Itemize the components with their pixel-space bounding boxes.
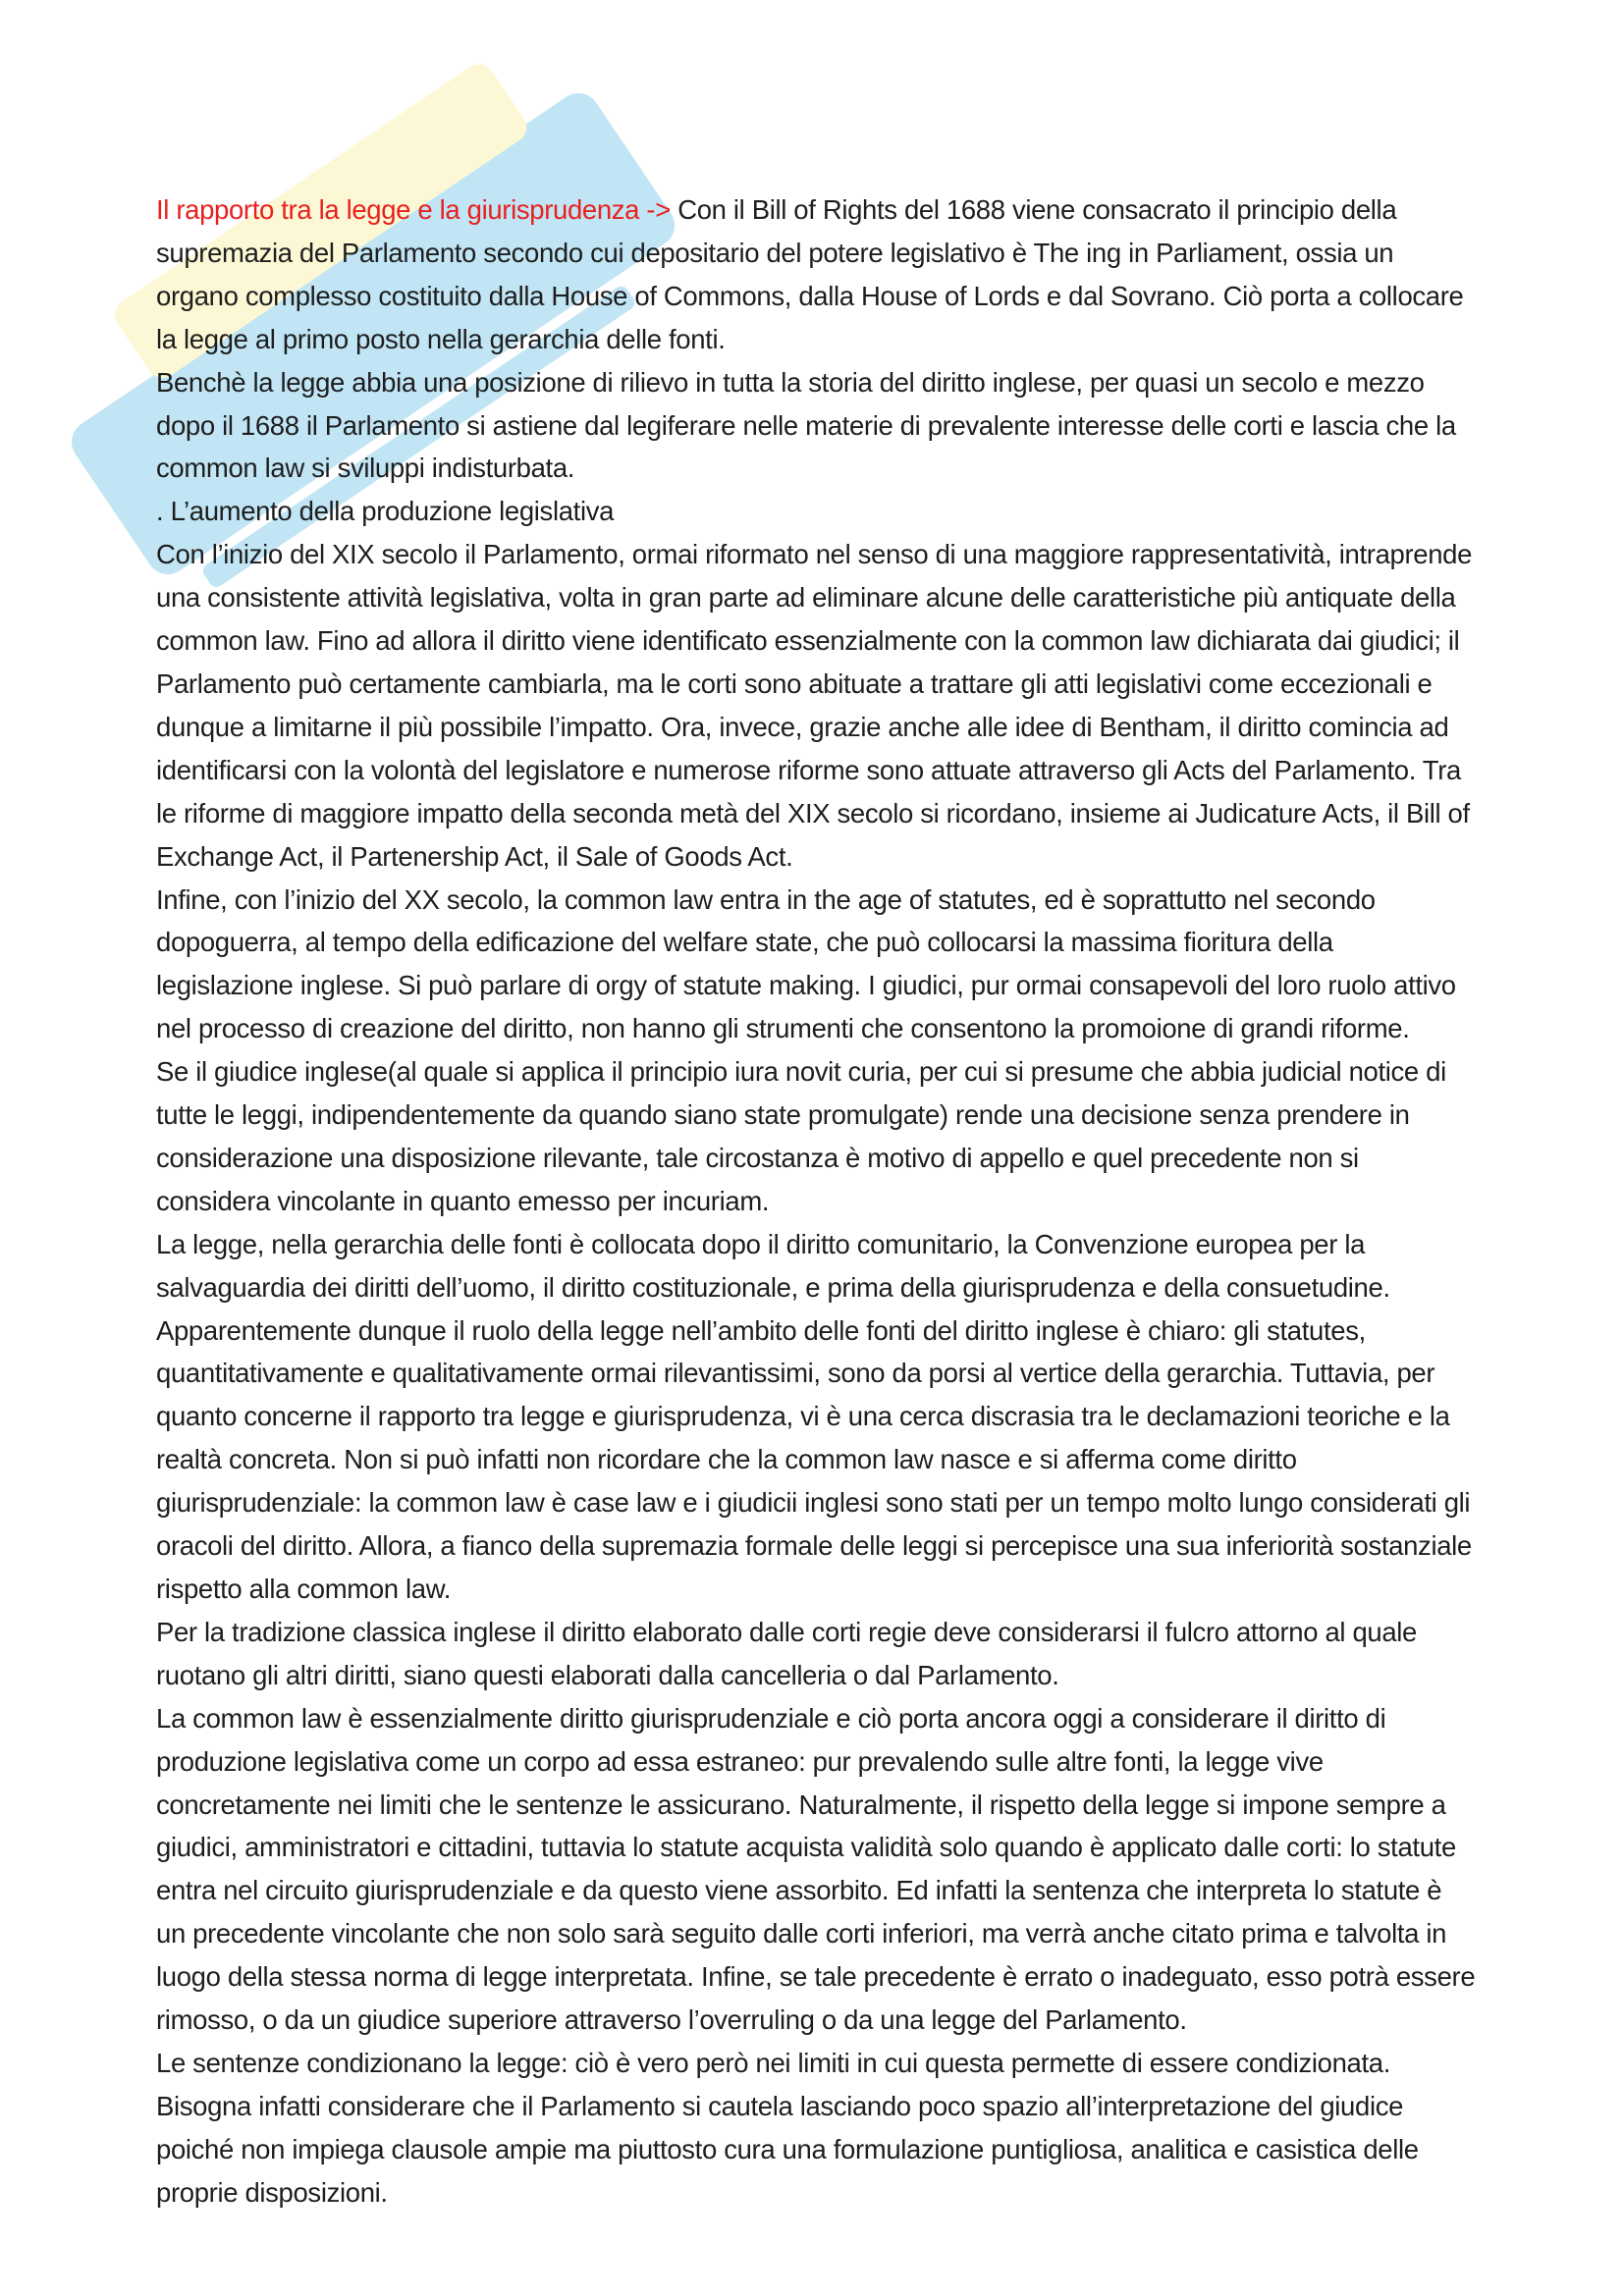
paragraph: Le sentenze condizionano la legge: ciò è vero però nei limiti in cui questa permette di essere condizionata. Bisogna infatti considerare che il Parlamento si cautela lasciando poco spazio all’interpretazione del giudice poiché non impiega clausole ampie ma piuttosto cura una formulazione puntigliosa, analitica e casistica delle proprie disposizioni. — [156, 2047, 1419, 2208]
paragraph: Infine, con l’inizio del XX secolo, la common law entra in the age of statutes, ed è soprattutto nel secondo dopoguerra, al tempo della edificazione del welfare state, che può collocarsi la massima fioritura della legislazione inglese. Si può parlare di orgy of statute making. I giudici, pur ormai consapevoli del loro ruolo attivo nel processo di creazione del diritto, non hanno gli strumenti che consentono la promoione di grandi riforme. — [156, 883, 1456, 1044]
intro-paragraph — [156, 188, 1477, 361]
document-body — [156, 188, 1477, 2215]
paragraph: Apparentemente dunque il ruolo della legge nell’ambito delle fonti del diritto inglese è chiaro: gli statutes, quantitativamente e qualitativamente ormai rilevantissimi, sono da porsi al vertice della gerarchia. Tuttavia, per quanto concerne il rapporto tra legge e giurisprudenza, vi è una cerca discrasia tra le declamazioni teoriche e la realtà concreta. Non si può infatti non ricordare che la common law nasce e si afferma come diritto giurisprudenziale: la common law è case law e i giudicii inglesi sono stati per un tempo molto lungo considerati gli oracoli del diritto. Allora, a fianco della supremazia formale delle leggi si percepisce una sua inferiorità sostanziale rispetto alla common law. — [156, 1314, 1472, 1604]
paragraph: Benchè la legge abbia una posizione di rilievo in tutta la storia del diritto inglese, per quasi un secolo e mezzo dopo il 1688 il Parlamento si astiene dal legiferare nelle materie di prevalente interesse delle corti e lascia che la common law si sviluppi indisturbata. — [156, 366, 1456, 484]
paragraph: La legge, nella gerarchia delle fonti è collocata dopo il diritto comunitario, la Convenzione europea per la salvaguardia dei diritti dell’uomo, il diritto costituzionale, e prima della giurisprudenza e della consuetudine. — [156, 1228, 1390, 1303]
paragraph: Se il giudice inglese(al quale si applica il principio iura novit curia, per cui si presume che abbia judicial notice di tutte le leggi, indipendentemente da quando siano state promulgate) rende una decisione senza prendere in considerazione una disposizione rilevante, tale circostanza è motivo di appello e quel precedente non si considera vincolante in quanto emesso per incuriam. — [156, 1056, 1446, 1216]
paragraph: La common law è essenzialmente diritto giurisprudenziale e ciò porta ancora oggi a considerare il diritto di produzione legislativa come un corpo ad essa estraneo: pur prevalendo sulle altre fonti, la legge vive concretamente nei limiti che le sentenze le assicurano. Naturalmente, il rispetto della legge si impone sempre a giudici, amministratori e cittadini, tuttavia lo statute acquista validità solo quando è applicato dalle corti: lo statute entra nel circuito giurisprudenziale e da questo viene assorbito. Ed infatti la sentenza che interpreta lo statute è un precedente vincolante che non solo sarà seguito dalle corti inferiori, ma verrà anche citato prima e talvolta in luogo della stessa norma di legge interpretata. Infine, se tale precedente è errato o inadeguato, esso potrà essere rimosso, o da un giudice superiore attraverso l’overruling o da una legge del Parlamento. — [156, 1702, 1476, 2036]
section-heading-lead: Il rapporto tra la legge e la giurisprudenza -> — [156, 194, 671, 225]
paragraph: Per la tradizione classica inglese il diritto elaborato dalle corti regie deve considerarsi il fulcro attorno al quale ruotano gli altri diritti, siano questi elaborati dalla cancelleria o dal Parlamento. — [156, 1616, 1417, 1690]
intro-text: Con il Bill of Rights del 1688 viene consacrato il principio della supremazia del Parlamento secondo cui depositario del potere legislativo è The ing in Parliament, ossia un organo complesso costituito dalla House of Commons, dalla House of Lords e dal Sovrano. Ciò porta a collocare la legge al primo posto nella gerarchia delle fonti. — [156, 194, 1464, 354]
paragraph: Con l’inizio del XIX secolo il Parlamento, ormai riformato nel senso di una maggiore rappresentatività, intraprende una consistente attività legislativa, volta in gran parte ad eliminare alcune delle caratteristiche più antiquate della common law. Fino ad allora il diritto viene identificato essenzialmente con la common law dichiarata dai giudici; il Parlamento può certamente cambiarla, ma le corti sono abituate a trattare gli atti legislativi come eccezionali e dunque a limitarne il più possibile l’impatto. Ora, invece, grazie anche alle idee di Bentham, il diritto comincia ad identificarsi con la volontà del legislatore e numerose riforme sono attuate attraverso gli Acts del Parlamento. Tra le riforme di maggiore impatto della seconda metà del XIX secolo si ricordano, insieme ai Judicature Acts, il Bill of Exchange Act, il Partenership Act, il Sale of Goods Act. — [156, 539, 1473, 872]
subsection-heading: . L’aumento della produzione legislativa — [156, 496, 615, 527]
